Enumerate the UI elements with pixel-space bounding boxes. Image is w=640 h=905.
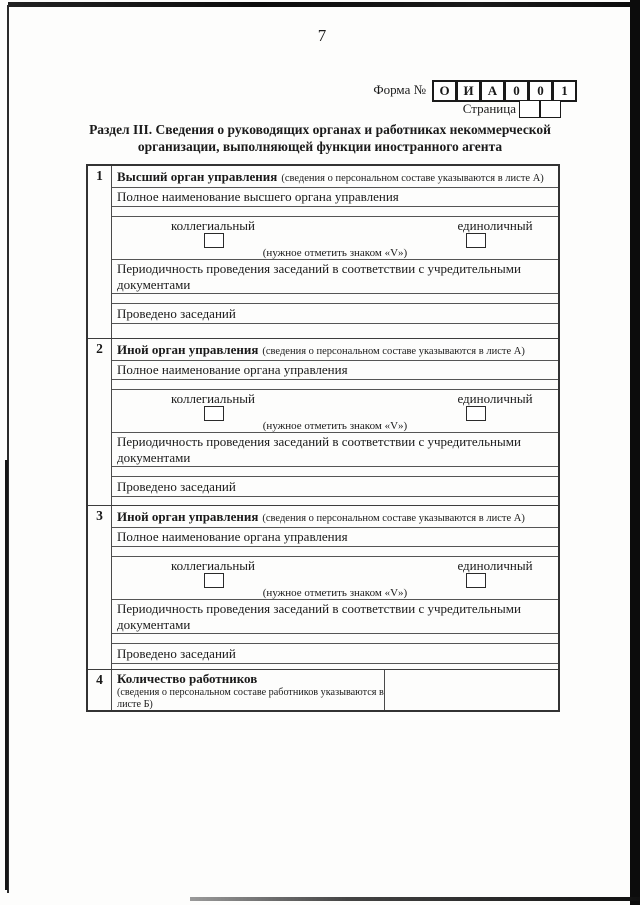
checkbox-block <box>112 217 558 260</box>
form-code-cell: А <box>481 80 505 102</box>
table-row <box>88 166 558 339</box>
sole-checkbox[interactable] <box>466 233 486 248</box>
collegial-checkbox[interactable] <box>204 406 224 421</box>
form-table <box>86 164 560 712</box>
scan-edge-right <box>630 0 640 905</box>
stranica-cell <box>540 100 561 118</box>
fill-line <box>112 294 558 304</box>
checkbox-block <box>112 557 558 600</box>
meetings-held-label: Проведено заседаний <box>112 304 558 324</box>
row-number: 4 <box>88 670 112 710</box>
stranica-boxes <box>519 100 561 118</box>
periodicity-label: Периодичность проведения заседаний в соответствии с учредительными документами <box>112 433 558 467</box>
section-header <box>112 339 558 361</box>
checkbox-note: (нужное отметить знаком «V») <box>262 587 408 600</box>
employee-count-label: Количество работников <box>117 671 258 686</box>
section-header-title: Высший орган управления <box>117 169 278 184</box>
collegial-label: коллегиальный <box>171 390 255 406</box>
section-title-line1: Раздел III. Сведения о руководящих органах и работниках некоммерческой <box>89 122 551 137</box>
section-header-note: (сведения о персональном составе указываются в листе А) <box>262 513 525 525</box>
row-number: 3 <box>88 506 112 669</box>
sole-label: единоличный <box>457 390 533 406</box>
checkbox-note: (нужное отметить знаком «V») <box>262 419 408 432</box>
org-name-label: Полное наименование органа управления <box>112 361 558 380</box>
section-header <box>112 506 558 528</box>
fill-line <box>112 324 558 338</box>
row-number: 2 <box>88 339 112 506</box>
periodicity-label: Периодичность проведения заседаний в соответствии с учредительными документами <box>112 260 558 294</box>
fill-line <box>112 207 558 217</box>
section-header-note: (сведения о персональном составе указываются в листе А) <box>281 173 544 184</box>
form-code-cell: 0 <box>505 80 529 102</box>
row-number: 1 <box>88 166 112 338</box>
scan-edge-bottom <box>190 897 640 901</box>
section-header-title: Иной орган управления <box>117 341 259 357</box>
meetings-held-label: Проведено заседаний <box>112 644 558 664</box>
section-header-title: Иной орган управления <box>117 509 259 525</box>
table-row <box>88 506 558 670</box>
stranica-label: Страница <box>462 101 516 116</box>
sole-label: единоличный <box>457 218 533 233</box>
org-name-label: Полное наименование органа управления <box>112 528 558 547</box>
meetings-held-label: Проведено заседаний <box>112 477 558 497</box>
collegial-label: коллегиальный <box>171 218 255 233</box>
page-number: 7 <box>317 26 327 45</box>
collegial-checkbox[interactable] <box>204 233 224 248</box>
form-code-cell: 0 <box>529 80 553 102</box>
fill-line <box>112 547 558 557</box>
sole-label: единоличный <box>457 558 533 574</box>
sole-checkbox[interactable] <box>466 406 486 421</box>
form-number-label: Форма № <box>373 82 426 97</box>
periodicity-label: Периодичность проведения заседаний в соответствии с учредительными документами <box>112 600 558 634</box>
fill-line <box>112 664 558 669</box>
scan-edge-top <box>8 2 632 7</box>
collegial-label: коллегиальный <box>171 558 255 574</box>
table-row <box>88 339 558 507</box>
stranica-cell <box>519 100 540 118</box>
collegial-checkbox[interactable] <box>204 573 224 588</box>
employee-count-cell <box>112 670 385 710</box>
form-code-cell: И <box>457 80 481 102</box>
fill-line <box>112 634 558 644</box>
employee-count-value-cell <box>385 670 558 710</box>
form-code-cell: О <box>432 80 457 102</box>
section-header <box>112 166 558 188</box>
section-title <box>70 122 570 155</box>
fill-line <box>112 467 558 477</box>
form-code-cell: 1 <box>553 80 577 102</box>
org-name-label: Полное наименование высшего органа управления <box>112 188 558 207</box>
table-row <box>88 670 558 710</box>
sole-checkbox[interactable] <box>466 573 486 588</box>
checkbox-block <box>112 390 558 433</box>
section-title-line2: организации, выполняющей функции иностранного агента <box>137 138 503 154</box>
form-code-boxes <box>432 80 577 102</box>
checkbox-note: (нужное отметить знаком «V») <box>262 247 408 259</box>
employee-count-note: (сведения о персональном составе работников указываются в листе Б) <box>117 687 384 710</box>
section-header-note: (сведения о персональном составе указываются в листе А) <box>262 345 525 357</box>
fill-line <box>112 380 558 390</box>
fill-line <box>112 497 558 506</box>
scan-edge-left-lower <box>5 460 8 890</box>
